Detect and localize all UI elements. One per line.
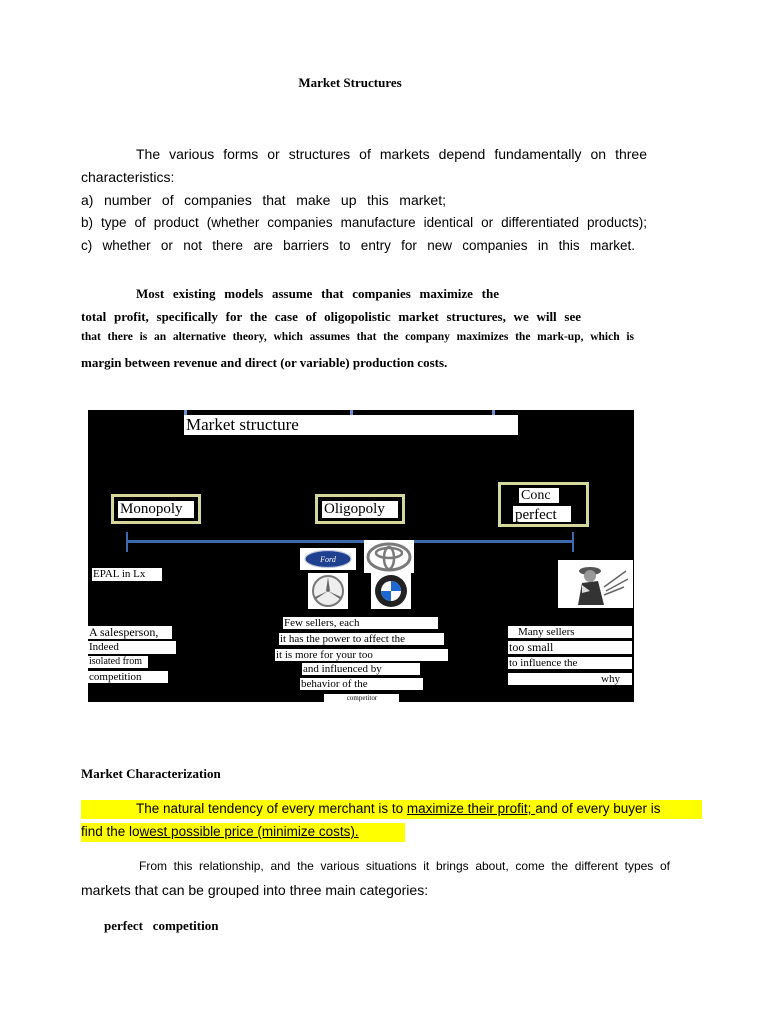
highlight-part-b: maximize their profit; — [406, 801, 536, 816]
epal-label: EPAL in Lx — [92, 568, 162, 581]
oligopoly-label: Oligopoly — [322, 501, 398, 518]
bmw-icon — [374, 574, 408, 608]
competition-desc-3: to influence the — [508, 657, 632, 669]
intro-line-1: The various forms or structures of markets depend fundamentally on three — [136, 146, 647, 162]
oligopoly-desc-6: competitor — [324, 694, 399, 702]
highlight-part-e: west possible price (minimize costs). — [139, 824, 359, 839]
competition-desc-4: why — [508, 673, 632, 685]
competition-desc-2: too small — [508, 641, 632, 654]
mercedes-icon — [311, 574, 345, 608]
models-line-2: total profit, specifically for the case of oligopolistic market structures, we will see — [81, 309, 581, 324]
oligopoly-desc-2: it has the power to affect the — [279, 633, 444, 645]
bmw-logo — [371, 573, 411, 609]
monopoly-desc-4: competition — [88, 671, 168, 683]
diagram-title: Market structure — [184, 415, 518, 435]
relation-line-1: From this relationship, and the various situations it brings about, come the different types of — [139, 859, 670, 873]
structure-axis — [126, 540, 574, 543]
intro-item-a: a) number of companies that make up this market; — [81, 192, 446, 208]
highlight-part-a: The natural tendency of every merchant is to — [136, 801, 407, 816]
toyota-icon — [366, 542, 412, 572]
oligopoly-desc-5: behavior of the — [300, 678, 423, 690]
ford-logo — [300, 548, 356, 570]
monopoly-desc-1: A salesperson, — [88, 626, 172, 639]
models-line-1: Most existing models assume that companies maximize the — [136, 286, 499, 301]
highlight-line-2 — [81, 824, 359, 839]
monopoly-desc-3: isolated from — [88, 656, 148, 668]
farmer-icon — [560, 561, 632, 607]
competition-label-1: Conc — [519, 488, 559, 503]
perfect-competition-heading: perfect competition — [104, 918, 219, 933]
section-heading: Market Characterization — [81, 766, 221, 781]
highlight-line-1 — [136, 801, 661, 816]
farmer-image — [558, 560, 633, 608]
toyota-logo — [364, 540, 414, 573]
competition-desc-1: Many sellers — [508, 626, 632, 638]
monopoly-box — [111, 494, 201, 524]
mercedes-logo — [308, 573, 348, 609]
market-structure-diagram — [88, 410, 634, 702]
highlight-part-d: find the lo — [81, 824, 140, 839]
intro-item-c: c) whether or not there are barriers to entry for new companies in this market. — [81, 238, 635, 253]
competition-box — [498, 482, 589, 527]
ford-text: Ford — [320, 555, 336, 564]
monopoly-desc-2: Indeed — [88, 641, 176, 654]
monopoly-label: Monopoly — [118, 501, 194, 518]
oligopoly-desc-3: it is more for your too — [275, 649, 448, 661]
page-title: Market Structures — [298, 75, 402, 90]
axis-cap-right — [572, 532, 574, 552]
models-line-4: margin between revenue and direct (or variable) production costs. — [81, 355, 448, 370]
relation-line-2: markets that can be grouped into three main categories: — [81, 882, 429, 898]
oligopoly-desc-4: and influenced by — [302, 663, 420, 675]
highlight-part-c: and of every buyer is — [535, 801, 661, 816]
models-line-3: that there is an alternative theory, which assumes that the company maximizes the mark-up, which is — [81, 331, 634, 343]
ford-icon — [303, 549, 353, 569]
intro-line-2: characteristics: — [81, 169, 175, 185]
competition-label-2: perfect — [513, 506, 571, 522]
intro-item-b: b) type of product (whether companies manufacture identical or differentiated products); — [81, 215, 647, 230]
oligopoly-desc-1: Few sellers, each — [283, 617, 438, 629]
axis-cap-left — [126, 532, 128, 552]
oligopoly-box — [315, 494, 405, 524]
